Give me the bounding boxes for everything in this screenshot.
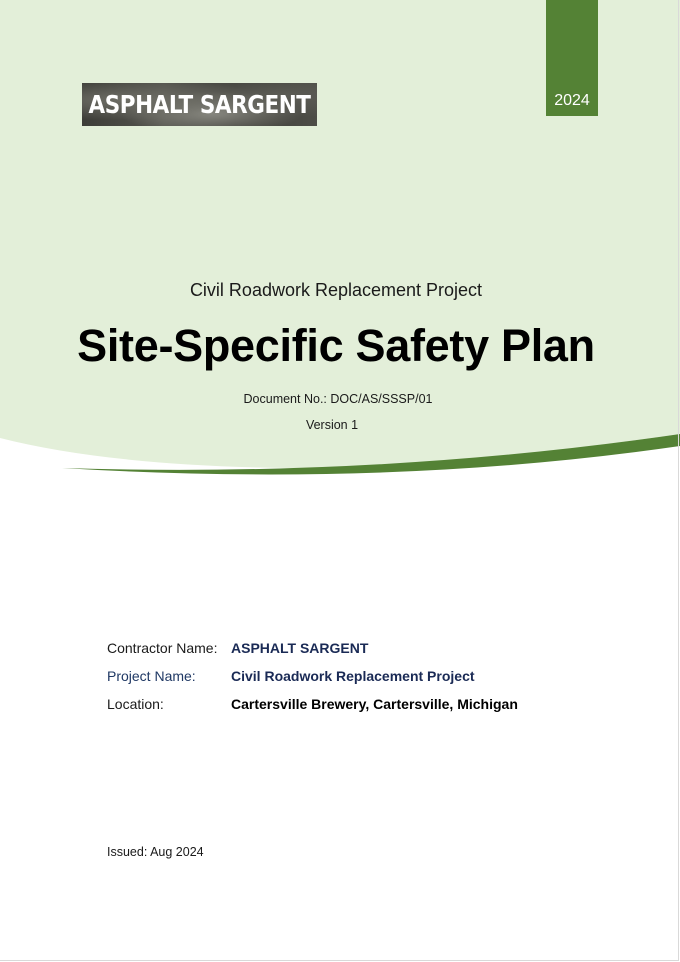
- document-title: Site-Specific Safety Plan: [77, 320, 595, 371]
- location-label: Location:: [107, 696, 164, 712]
- project-label: Project Name:: [107, 668, 196, 684]
- project-subtitle: Civil Roadwork Replacement Project: [189, 280, 483, 300]
- logo-text: ASPHALT SARGENT: [88, 90, 311, 119]
- company-logo: [82, 83, 317, 126]
- document-number: Document No.: DOC/AS/SSSP/01: [243, 392, 433, 406]
- year-tab: [546, 0, 598, 116]
- contractor-value: ASPHALT SARGENT: [231, 640, 369, 656]
- issued-date: Issued: Aug 2024: [107, 845, 204, 859]
- project-value: Civil Roadwork Replacement Project: [231, 668, 475, 684]
- location-value: Cartersville Brewery, Cartersville, Michigan: [231, 696, 518, 712]
- contractor-label: Contractor Name:: [107, 640, 218, 656]
- year-label: 2024: [554, 92, 590, 109]
- document-version: Version 1: [305, 418, 359, 432]
